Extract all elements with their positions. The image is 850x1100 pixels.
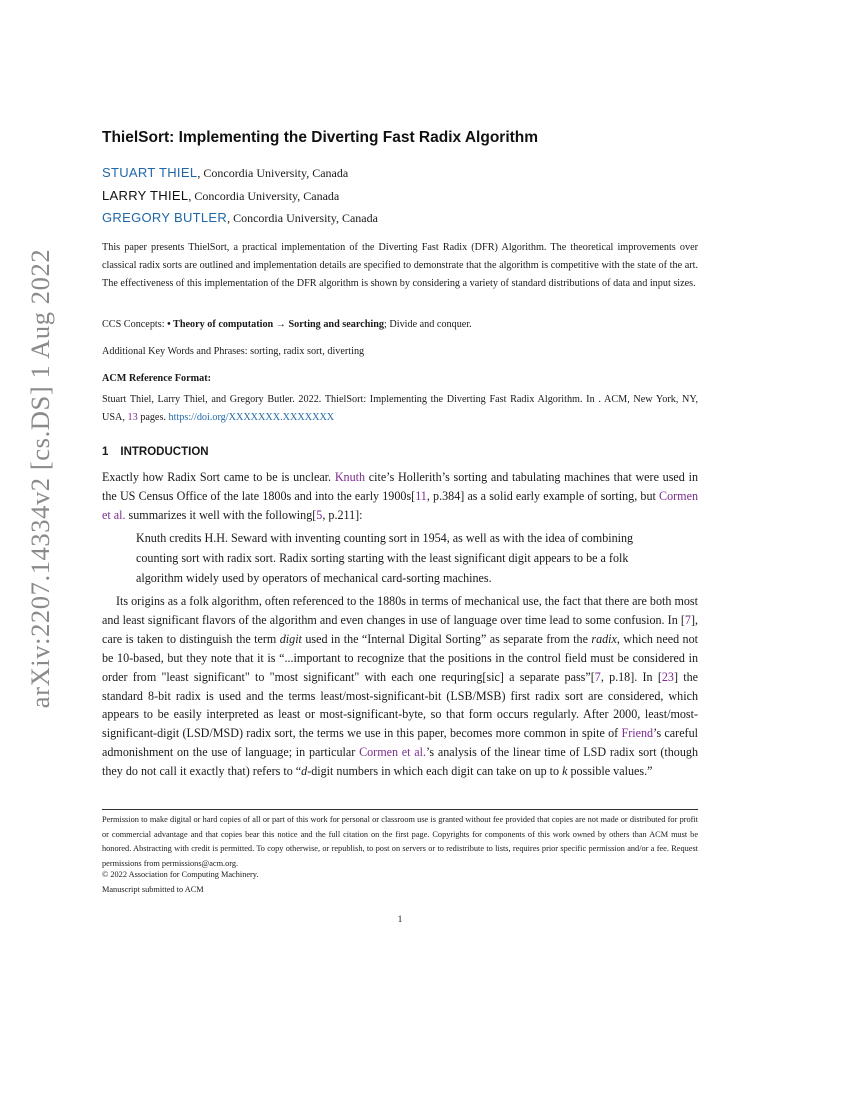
- cormen-citation-link[interactable]: Cormen et al.: [102, 488, 698, 522]
- ref-7-link[interactable]: 7: [684, 612, 691, 627]
- pages-link[interactable]: 13: [127, 411, 138, 423]
- author-affiliation: , Concordia University, Canada: [227, 211, 378, 225]
- text-run: cite’s Hollerith’s sorting and tabulating machines that were used in the US Census Office of the late 1800s and into the early 1900s[: [102, 470, 698, 503]
- friend-citation-link[interactable]: Friend: [621, 726, 654, 741]
- intro-paragraph-1: [102, 468, 698, 525]
- text-run: , p.384] as a solid early example of sorting, but: [426, 488, 660, 503]
- reference-text: Stuart Thiel, Larry Thiel, and Gregory Butler. 2022. ThielSort: Implementing the Diverting Fast Radix Algorithm. In . ACM, New York, NY, USA,: [102, 394, 698, 423]
- author-larry-thiel: [102, 188, 339, 204]
- text-run: Its origins as a folk algorithm, often referenced to the 1880s in terms of mechanical use, the fact that there are both most and least significant flavors of the algorithm and even changes in use of language over time lead to some confusion. In [: [102, 594, 698, 627]
- text-run: ’s careful admonishment on the use of language; in particular: [102, 726, 698, 760]
- intro-paragraph-2: [102, 592, 698, 781]
- abstract: This paper presents ThielSort, a practical implementation of the Diverting Fast Radix (DFR) Algorithm. The theoretical improvements over classical radix sorts are outlined and implementation details are specified to demonstrate that the algorithm is competitive with the state of the art. The effectiveness of this implementation of the DFR algorithm is shown by considering a variety of standard distributions of data and input sizes.: [102, 242, 698, 290]
- block-quote: Knuth credits H.H. Seward with inventing counting sort in 1954, as well as with the idea of combining counting sort with radix sort. Radix sorting starting with the least significant digit appears to be a folk algorithm widely used by operators of mechanical card-sorting machines.: [136, 531, 634, 585]
- arxiv-stamp: [17, 248, 65, 709]
- text-run: used in the “Internal Digital Sorting” as separate from the: [301, 631, 592, 646]
- text-run: ’s analysis of the linear time of LSD radix sort (though they do not call it exactly that) refers to “: [102, 745, 698, 779]
- emphasis: digit: [279, 631, 302, 646]
- ccs-concepts: [102, 319, 472, 330]
- paper-title: ThielSort: Implementing the Diverting Fast Radix Algorithm: [102, 129, 539, 146]
- emphasis: k: [562, 764, 568, 779]
- author-affiliation: , Concordia University, Canada: [188, 189, 340, 203]
- author-gregory-butler: [102, 210, 378, 226]
- reference-heading: ACM Reference Format:: [102, 373, 211, 384]
- ref-11-link[interactable]: 11: [415, 488, 427, 503]
- author-affiliation: , Concordia University, Canada: [197, 166, 349, 180]
- text-run: , p.211]:: [322, 507, 363, 522]
- text-run: , p.18]. In [: [600, 669, 662, 684]
- text-run: -digit numbers in which each digit can take on up to: [307, 764, 563, 779]
- ccs-arrow: →: [273, 319, 289, 330]
- ccs-subconcept: Sorting and searching: [288, 319, 384, 330]
- ccs-label: CCS Concepts:: [102, 319, 168, 330]
- manuscript-line: Manuscript submitted to ACM: [102, 885, 204, 894]
- ccs-rest: ; Divide and conquer.: [384, 319, 472, 330]
- doi-link[interactable]: https://doi.org/XXXXXXX.XXXXXXX: [168, 411, 335, 423]
- cormen-citation-link[interactable]: Cormen et al.: [359, 745, 427, 760]
- ref-23-link[interactable]: 23: [661, 669, 674, 684]
- reference-format: [102, 391, 698, 426]
- copyright-line: © 2022 Association for Computing Machinery.: [102, 870, 259, 879]
- author-name: LARRY THIEL: [102, 188, 189, 203]
- text-run: , which need not be 10-based, but they note that it is “...important to recognize that the positions in the control field must be considered in order from "least significant" to "most significant" with each one requring[sic] a separate pass”[: [102, 631, 698, 684]
- text-run: summarizes it well with the following[: [125, 507, 317, 522]
- text-run: ], care is taken to distinguish the term: [102, 612, 698, 646]
- section-title: INTRODUCTION: [120, 446, 209, 458]
- text-run: ] the standard 8-bit radix is used and the terms least/most-significant-bit (LSB/MSB) first radix sort are considered, which appears to be easily interpreted as least or most-significant-byte, so that form occurs regularly. After 2000, least/most-significant-digit (LSD/MSD) radix sort, the terms we use in this paper, becomes more common in spite of: [102, 669, 698, 741]
- footnote-divider: [102, 809, 698, 810]
- arxiv-identifier: arXiv:2207.14334v2 [cs.DS] 1 Aug 2022: [25, 248, 56, 709]
- page-number: 1: [397, 915, 403, 925]
- emphasis: radix: [591, 631, 617, 646]
- text-run: Exactly how Radix Sort came to be is unclear.: [102, 470, 335, 484]
- knuth-citation-link[interactable]: Knuth: [334, 470, 366, 484]
- author-name-link[interactable]: STUART THIEL: [102, 165, 198, 180]
- permission-notice: Permission to make digital or hard copies of all or part of this work for personal or classroom use is granted without fee provided that copies are not made or distributed for profit or commercial advantage and that copies bear this notice and the full citation on the first page. Copyrights for components of this work owned by others than ACM must be honored. Abstracting with credit is permitted. To copy otherwise, or republish, to post on servers or to redistribute to lists, requires prior specific permission and/or a fee. Request permissions from permissions@acm.org.: [102, 815, 698, 869]
- author-name-link[interactable]: GREGORY BUTLER: [102, 210, 228, 225]
- ccs-concept: Theory of computation: [173, 319, 274, 330]
- emphasis: d: [301, 764, 308, 779]
- ref-7-link[interactable]: 7: [594, 669, 601, 684]
- section-heading: [102, 446, 209, 458]
- reference-text: pages.: [137, 411, 169, 423]
- keywords: Additional Key Words and Phrases: sorting, radix sort, diverting: [102, 346, 365, 357]
- ccs-bullet: •: [167, 319, 174, 330]
- ref-5-link[interactable]: 5: [316, 507, 323, 522]
- author-stuart-thiel: [102, 165, 348, 181]
- section-number: 1: [102, 446, 109, 458]
- text-run: possible values.”: [567, 764, 653, 779]
